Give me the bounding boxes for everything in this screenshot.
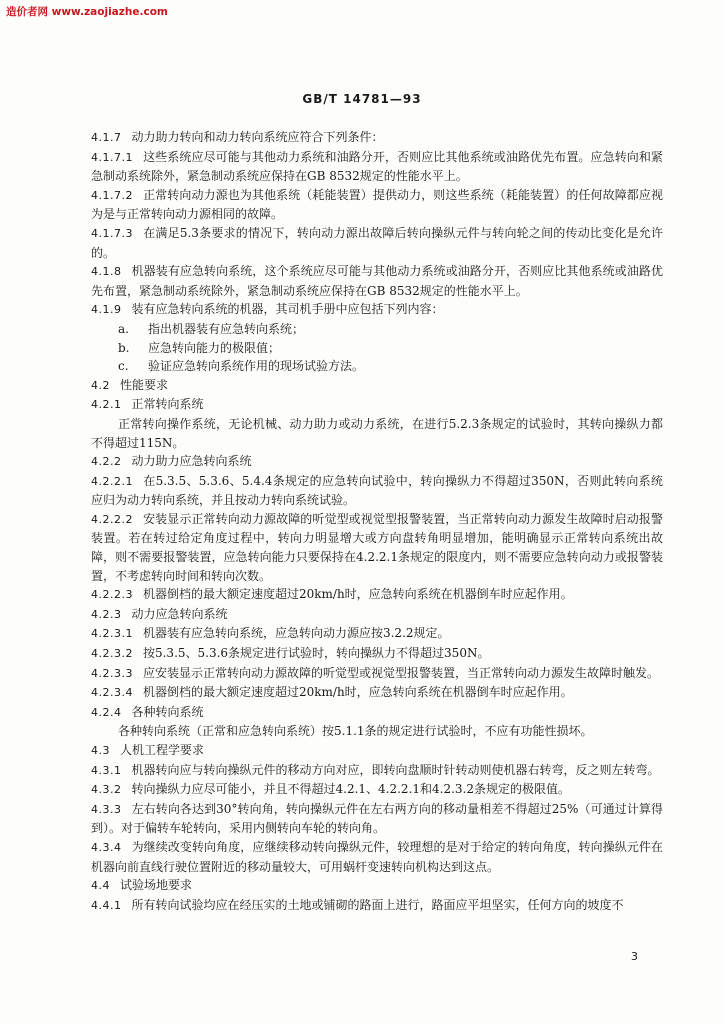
document-body xyxy=(91,128,663,915)
clause-number: 4.2 xyxy=(91,378,110,392)
list-label: c. xyxy=(118,359,129,374)
clause-text: 按5.3.5、5.3.6条规定进行试验时，转向操纵力不得超过350N。 xyxy=(142,646,490,661)
clause-4-1-7 xyxy=(91,128,663,148)
clause-4-2-1 xyxy=(91,395,663,415)
clause-text: 机器装有应急转向系统，这个系统应尽可能与其他动力系统或油路分开，否则应比其他系统或油路优先布置，紧急制动系统除外，紧急制动系统应保持在GB 8532规定的性能水平上。 xyxy=(91,264,663,298)
clause-text: 这些系统应尽可能与其他动力系统和油路分开，否则应比其他系统或油路优先布置。应急转向和紧急制动系统除外，紧急制动系统应保持在GB 8532规定的性能水平上。 xyxy=(91,149,663,184)
clause-4-2-2-2 xyxy=(91,510,663,585)
clause-4-2-2 xyxy=(91,452,663,472)
clause-number: 4.2.2.2 xyxy=(91,512,133,526)
section-4-4-heading xyxy=(91,876,663,896)
clause-number: 4.1.7.3 xyxy=(91,226,133,240)
clause-number: 4.1.9 xyxy=(91,303,122,317)
clause-heading: 各种转向系统 xyxy=(131,704,204,719)
clause-number: 4.2.2.3 xyxy=(91,588,133,602)
clause-number: 4.1.8 xyxy=(91,265,122,279)
clause-text: 应安装显示正常转向动力源故障的听觉型或视觉型报警装置，当正常转向动力源发生故障时触发。 xyxy=(142,665,659,680)
clause-number: 4.2.3.2 xyxy=(91,647,133,661)
clause-number: 4.2.1 xyxy=(91,398,122,412)
clause-text: 在满足5.3条要求的情况下，转向动力源出故障后转向操纵元件与转向轮之间的传动比变化是允许的。 xyxy=(91,225,663,260)
clause-number: 4.3.2 xyxy=(91,783,122,797)
clause-4-2-3-3 xyxy=(91,664,663,684)
clause-text: 机器倒档的最大额定速度超过20km/h时，应急转向系统在机器倒车时应起作用。 xyxy=(142,587,573,602)
clause-4-2-3-2 xyxy=(91,644,663,664)
list-text: 验证应急转向系统作用的现场试验方法。 xyxy=(148,359,365,374)
clause-number: 4.2.2.1 xyxy=(91,474,133,488)
clause-heading: 动力助力应急转向系统 xyxy=(131,454,252,469)
clause-4-3-3 xyxy=(91,800,663,838)
clause-text: 机器装有应急转向系统，应急转向动力源应按3.2.2规定。 xyxy=(142,626,450,641)
clause-text: 机器转向应与转向操纵元件的移动方向对应，即转向盘顺时针转动则使机器右转弯，反之则左转弯。 xyxy=(131,762,660,777)
clause-number: 4.2.4 xyxy=(91,705,122,719)
list-text: 应急转向能力的极限值； xyxy=(148,340,281,355)
clause-heading: 正常转向系统 xyxy=(131,397,204,412)
list-item-b xyxy=(91,339,663,358)
clause-4-2-2-1 xyxy=(91,472,663,510)
clause-number: 4.3.3 xyxy=(91,802,122,816)
clause-text: 机器倒档的最大额定速度超过20km/h时，应急转向系统在机器倒车时应起作用。 xyxy=(142,685,573,700)
clause-4-2-1-body xyxy=(91,415,663,452)
section-4-3-heading xyxy=(91,741,663,761)
clause-number: 4.3.1 xyxy=(91,763,122,777)
list-label: a. xyxy=(118,321,129,336)
clause-text: 在5.3.5、5.3.6、5.4.4条规定的应急转向试验中，转向操纵力不得超过350N，否则此转向系统应归为动力转向系统，并且按动力转向系统试验。 xyxy=(91,473,663,508)
clause-4-2-4 xyxy=(91,703,663,723)
clause-number: 4.2.3 xyxy=(91,607,122,621)
clause-4-2-3 xyxy=(91,605,663,625)
list-text: 指出机器装有应急转向系统； xyxy=(148,321,305,336)
clause-text: 正常转向操作系统，无论机械、动力助力或动力系统，在进行5.2.3条规定的试验时，其转向操纵力都不得超过115N。 xyxy=(91,416,663,450)
clause-text: 动力助力转向和动力转向系统应符合下列条件： xyxy=(131,130,384,144)
clause-4-1-8 xyxy=(91,262,663,300)
clause-number: 4.1.7.1 xyxy=(91,150,133,164)
clause-4-2-2-3 xyxy=(91,585,663,605)
clause-number: 4.4.1 xyxy=(91,898,122,912)
clause-number: 4.2.3.4 xyxy=(91,686,133,700)
section-heading: 性能要求 xyxy=(120,377,169,392)
list-item-c xyxy=(91,357,663,376)
clause-text: 所有转向试验均应在经压实的土地或铺砌的路面上进行，路面应平坦坚实，任何方向的坡度不 xyxy=(131,897,624,912)
clause-number: 4.1.7.2 xyxy=(91,188,133,202)
clause-text: 正常转向动力源也为其他系统（耗能装置）提供动力，则这些系统（耗能装置）的任何故障都应视为是与正常转向动力源相同的故障。 xyxy=(91,187,663,222)
clause-text: 转向操纵力应尽可能小，并且不得超过4.2.1、4.2.2.1和4.2.3.2条规定的极限值。 xyxy=(131,782,571,797)
clause-number: 4.2.3.1 xyxy=(91,627,133,641)
clause-number: 4.3.4 xyxy=(91,840,122,854)
clause-4-1-7-3 xyxy=(91,224,663,262)
standard-code-header: GB/T 14781—93 xyxy=(302,92,422,106)
list-item-a xyxy=(91,320,663,339)
section-4-2-heading xyxy=(91,376,663,396)
page-number: 3 xyxy=(631,950,638,963)
clause-heading: 动力应急转向系统 xyxy=(131,606,228,621)
clause-4-1-7-2 xyxy=(91,186,663,224)
clause-4-2-3-4 xyxy=(91,683,663,703)
clause-4-3-4 xyxy=(91,838,663,876)
clause-text: 装有应急转向系统的机器，其司机手册中应包括下列内容： xyxy=(131,302,444,317)
clause-text: 左右转向各达到30°转向角，转向操纵元件在左右两方向的移动量相差不得超过25%（可通过计算得到）。对于偏转车轮转向，采用内侧转向车轮的转向角。 xyxy=(91,801,663,836)
clause-4-4-1 xyxy=(91,896,663,916)
clause-4-2-4-body xyxy=(91,722,663,741)
clause-4-1-7-1 xyxy=(91,148,663,186)
section-heading: 试验场地要求 xyxy=(120,878,193,893)
clause-number: 4.2.2 xyxy=(91,455,122,469)
clause-4-3-2 xyxy=(91,780,663,800)
clause-number: 4.3 xyxy=(91,744,110,757)
clause-number: 4.1.7 xyxy=(91,131,122,144)
clause-4-3-1 xyxy=(91,761,663,781)
section-heading: 人机工程学要求 xyxy=(120,743,205,757)
clause-number: 4.4 xyxy=(91,879,110,893)
list-label: b. xyxy=(118,340,130,355)
clause-text: 为继续改变转向角度，应继续移动转向操纵元件，较理想的是对于给定的转向角度，转向操纵元件在机器向前直线行驶位置附近的移动量较大，可用蜗杆变速转向机构达到这点。 xyxy=(91,839,663,874)
clause-number: 4.2.3.3 xyxy=(91,666,133,680)
clause-text: 各种转向系统（正常和应急转向系统）按5.1.1条的规定进行试验时，不应有功能性损坏。 xyxy=(118,724,593,739)
clause-text: 安装显示正常转向动力源故障的听觉型或视觉型报警装置，当正常转向动力源发生故障时启动报警装置。若在转过给定角度过程中，转向力明显增大或方向盘转角明显增加，能明确显示正常转向系统出故障，则不需要报警装置，应急转向能力只要保持在4.2.2.1条规定的限度内，则不需要应急转向动力或报警装置，不考虑转向时间和转向次数。 xyxy=(91,511,663,583)
site-watermark: 造价者网 www.zaojiazhe.com xyxy=(6,6,168,18)
clause-4-1-9 xyxy=(91,300,663,320)
clause-4-2-3-1 xyxy=(91,624,663,644)
